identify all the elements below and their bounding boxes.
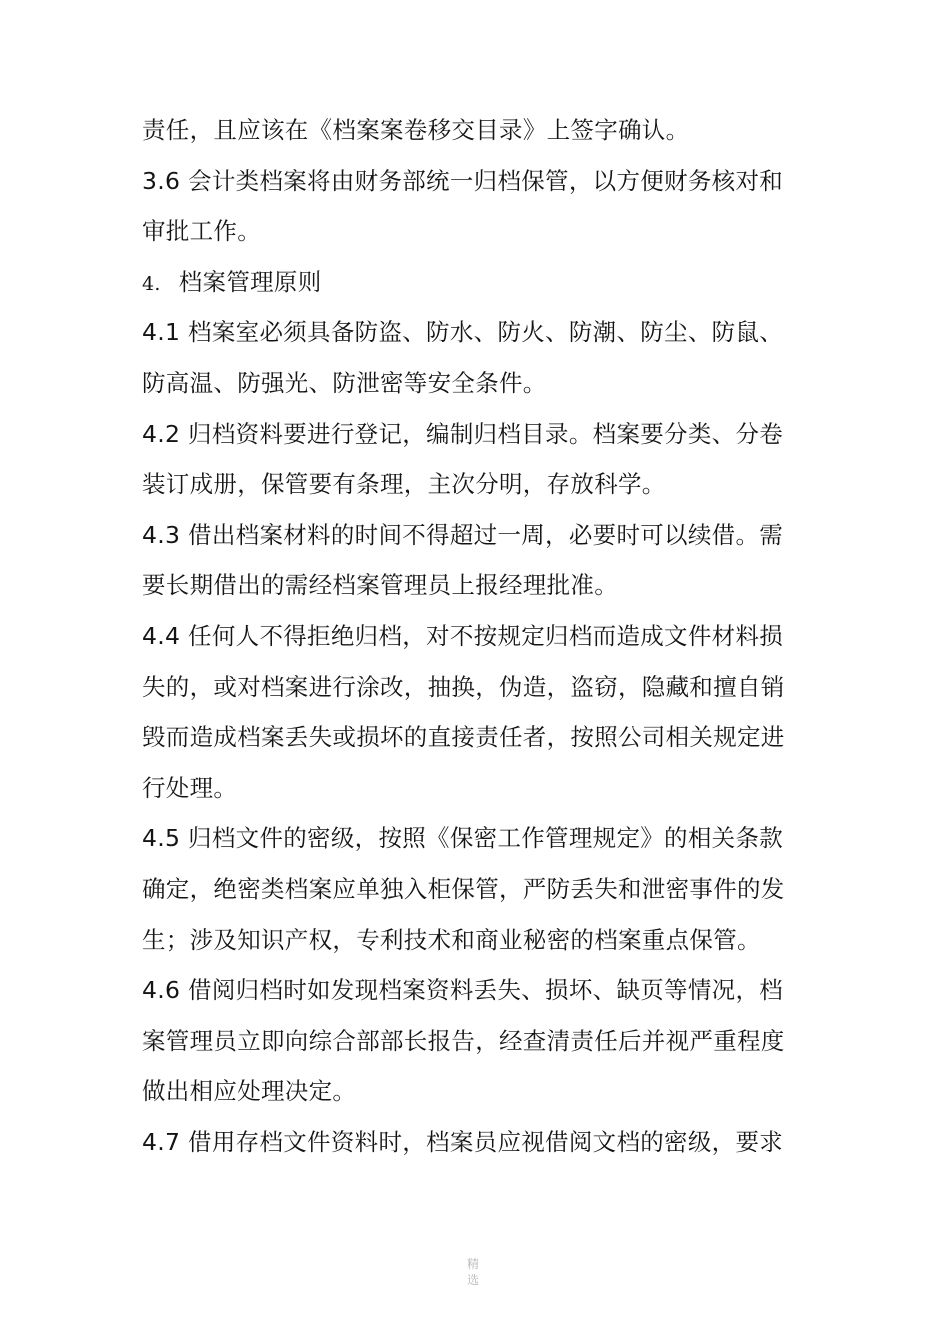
text-line: 4.7 借用存档文件资料时，档案员应视借阅文档的密级，要求 [142, 1127, 784, 1156]
text-line: 装订成册，保管要有条理，主次分明，存放科学。 [142, 470, 666, 499]
text-line: 3.6 会计类档案将由财务部统一归档保管，以方便财务核对和 [142, 166, 784, 195]
text-line: 毁而造成档案丢失或损坏的直接责任者，按照公司相关规定进 [142, 723, 785, 752]
text-line: 行处理。 [142, 773, 238, 802]
text-line: 要长期借出的需经档案管理员上报经理批准。 [142, 571, 618, 600]
footer-char: 选 [466, 1273, 479, 1287]
document-body [142, 105, 814, 1167]
text-line: 4.1 档案室必须具备防盗、防水、防火、防潮、防尘、防鼠、 [142, 318, 784, 347]
text-line: 防高温、防强光、防泄密等安全条件。 [142, 368, 547, 397]
text-line: 确定，绝密类档案应单独入柜保管，严防丢失和泄密事件的发 [142, 874, 785, 903]
footer-char: 精 [466, 1257, 479, 1271]
text-line: 4.4 任何人不得拒绝归档，对不按规定归档而造成文件材料损 [142, 621, 784, 650]
text-line: 审批工作。 [142, 217, 261, 246]
text-line: 4.3 借出档案材料的时间不得超过一周，必要时可以续借。需 [142, 520, 784, 549]
text-line: 失的，或对档案进行涂改，抽换，伪造，盗窃，隐藏和擅自销 [142, 672, 785, 701]
text-line: 生；涉及知识产权，专利技术和商业秘密的档案重点保管。 [142, 925, 761, 954]
section-heading [142, 257, 814, 308]
text-line: 案管理员立即向综合部部长报告，经查清责任后并视严重程度 [142, 1026, 785, 1055]
section-number: 4. [142, 272, 161, 295]
text-line: 4.6 借阅归档时如发现档案资料丢失、损坏、缺页等情况，档 [142, 976, 784, 1005]
page-footer-mark [462, 1256, 484, 1288]
text-line: 4.2 归档资料要进行登记，编制归档目录。档案要分类、分卷 [142, 419, 784, 448]
section-title: 档案管理原则 [178, 267, 322, 296]
text-line: 4.5 归档文件的密级，按照《保密工作管理规定》的相关条款 [142, 824, 784, 853]
text-line: 做出相应处理决定。 [142, 1077, 357, 1106]
text-line: 责任，且应该在《档案案卷移交目录》上签字确认。 [142, 116, 690, 144]
